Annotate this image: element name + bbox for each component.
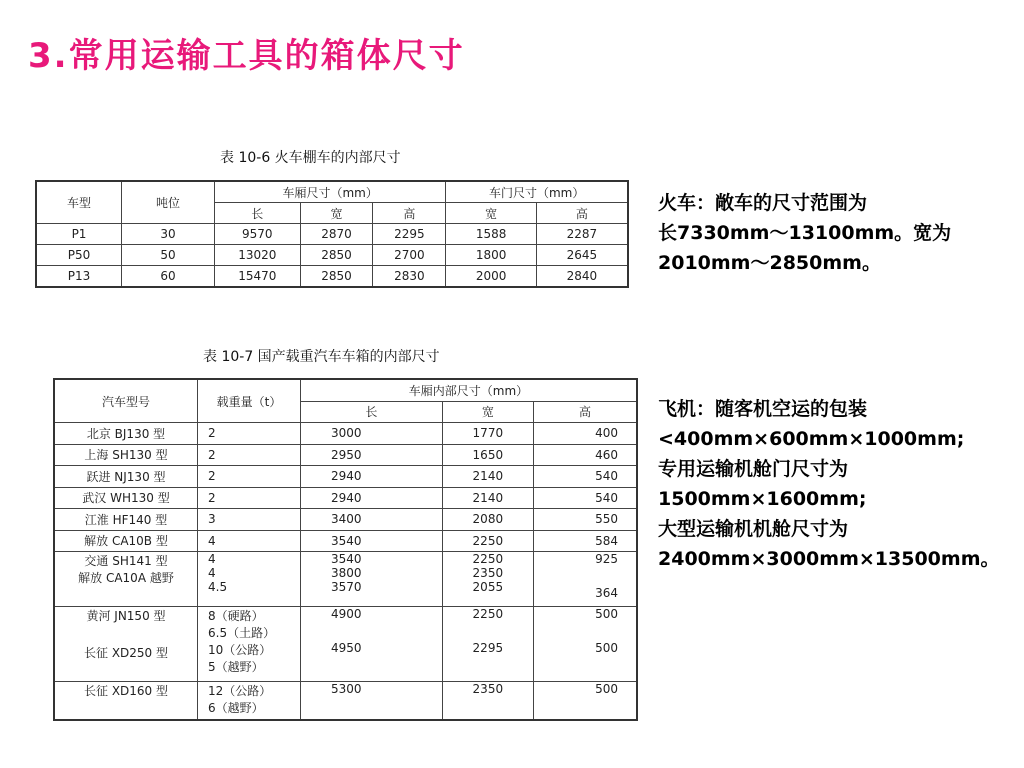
- train-boxcar-table: [35, 180, 629, 288]
- table-cell: 15470: [215, 266, 301, 288]
- table-cell: 北京 BJ130 型: [54, 423, 198, 445]
- truck-cargo-table: [53, 378, 638, 721]
- table-cell: 3: [198, 509, 301, 531]
- col-header-length: 长: [215, 203, 301, 224]
- table-cell: 460: [534, 444, 638, 466]
- table-cell: 2000: [446, 266, 537, 288]
- table-cell: 1770: [442, 423, 533, 445]
- table-cell: 1650: [442, 444, 533, 466]
- table-cell: 2950: [301, 444, 443, 466]
- note-line: 火车：敞车的尺寸范围为: [658, 192, 868, 214]
- table-cell-stack: 2250 2295: [442, 607, 533, 682]
- note-line: 2010mm～2850mm。: [658, 252, 881, 274]
- table-cell: 解放 CA10B 型: [54, 530, 198, 552]
- plane-note: [658, 394, 1000, 574]
- table-cell: 60: [122, 266, 215, 288]
- table2-caption: 表 10-7 国产载重汽车车箱的内部尺寸: [203, 349, 440, 365]
- col-header-width: 宽: [300, 203, 373, 224]
- table-row-group: [54, 682, 637, 721]
- table-cell-stack: 12（公路） 6（越野）: [198, 682, 301, 721]
- table-cell: 1588: [446, 224, 537, 245]
- table-cell: 2830: [373, 266, 446, 288]
- col-header-door-width: 宽: [446, 203, 537, 224]
- col-header-door-height: 高: [536, 203, 628, 224]
- table-cell-stack: 2350: [442, 682, 533, 721]
- table-cell: 584: [534, 530, 638, 552]
- table-cell: 2140: [442, 487, 533, 509]
- table-row: [36, 245, 628, 266]
- table-cell: P1: [36, 224, 122, 245]
- col-header-height: 高: [373, 203, 446, 224]
- col-header-length: 长: [301, 401, 443, 423]
- table-row: [54, 530, 637, 552]
- table-row-group: [54, 607, 637, 682]
- table-cell: 2940: [301, 466, 443, 488]
- table-cell-stack: 3540 3800 3570: [301, 552, 443, 607]
- table-cell-stack: 交通 SH141 型 解放 CA10A 越野: [54, 552, 198, 607]
- table-cell-stack: 8（硬路） 6.5（土路） 10（公路） 5（越野）: [198, 607, 301, 682]
- table-row: [54, 444, 637, 466]
- table-row: [36, 266, 628, 288]
- table-cell: 50: [122, 245, 215, 266]
- table-cell: 30: [122, 224, 215, 245]
- table-cell: 3000: [301, 423, 443, 445]
- table-cell-stack: 4 4 4.5: [198, 552, 301, 607]
- table-cell: 550: [534, 509, 638, 531]
- table-cell-stack: 长征 XD160 型: [54, 682, 198, 721]
- table-cell: 1800: [446, 245, 537, 266]
- table-cell: 2250: [442, 530, 533, 552]
- table-cell: 2295: [373, 224, 446, 245]
- col-header-tonnage: 吨位: [122, 181, 215, 224]
- table-cell: 400: [534, 423, 638, 445]
- table-cell-stack: 5300: [301, 682, 443, 721]
- table-cell: 9570: [215, 224, 301, 245]
- note-line: 大型运输机机舱尺寸为: [658, 518, 849, 540]
- table-row: [54, 423, 637, 445]
- table-cell-stack: 2250 2350 2055: [442, 552, 533, 607]
- table-row-group: [54, 552, 637, 607]
- table-cell: 3540: [301, 530, 443, 552]
- train-note: [658, 188, 951, 278]
- table-cell: 武汉 WH130 型: [54, 487, 198, 509]
- table-cell: 2: [198, 423, 301, 445]
- table-cell-stack: 500 500: [534, 607, 638, 682]
- table-cell-stack: 4900 4950: [301, 607, 443, 682]
- table-row: [36, 224, 628, 245]
- col-header-height: 高: [534, 401, 638, 423]
- table-cell: 4: [198, 530, 301, 552]
- table-cell: 2940: [301, 487, 443, 509]
- col-header-width: 宽: [442, 401, 533, 423]
- table-cell: 2870: [300, 224, 373, 245]
- slide-title: 3.常用运输工具的箱体尺寸: [28, 36, 465, 76]
- table-cell: 2: [198, 444, 301, 466]
- col-header-type: 车型: [36, 181, 122, 224]
- table-cell: 2140: [442, 466, 533, 488]
- table-cell: 2080: [442, 509, 533, 531]
- col-header-cabin: 车厢尺寸（mm）: [215, 181, 446, 203]
- note-line: <400mm×600mm×1000mm;: [658, 428, 965, 450]
- table-cell: P50: [36, 245, 122, 266]
- table-cell: 3400: [301, 509, 443, 531]
- table-cell: 2840: [536, 266, 628, 288]
- table-cell: 2: [198, 487, 301, 509]
- table-cell-stack: 925 364: [534, 552, 638, 607]
- table-row: [54, 487, 637, 509]
- table-cell: 江淮 HF140 型: [54, 509, 198, 531]
- table-cell: 2850: [300, 245, 373, 266]
- note-line: 2400mm×3000mm×13500mm。: [658, 548, 1000, 570]
- col-header-door: 车门尺寸（mm）: [446, 181, 628, 203]
- table-cell: 540: [534, 466, 638, 488]
- table-cell: 13020: [215, 245, 301, 266]
- table-cell: 2: [198, 466, 301, 488]
- note-line: 1500mm×1600mm;: [658, 488, 867, 510]
- table-row: [54, 509, 637, 531]
- note-line: 专用运输机舱门尺寸为: [658, 458, 849, 480]
- col-header-inner-size: 车厢内部尺寸（mm）: [301, 379, 638, 401]
- col-header-load: 载重量（t）: [198, 379, 301, 423]
- note-line: 长7330mm～13100mm。宽为: [658, 222, 952, 244]
- table-cell: 2700: [373, 245, 446, 266]
- note-line: 飞机：随客机空运的包装: [658, 398, 868, 420]
- table-cell-stack: 500: [534, 682, 638, 721]
- table-cell: 2287: [536, 224, 628, 245]
- table1-caption: 表 10-6 火车棚车的内部尺寸: [220, 150, 401, 166]
- table-cell: 上海 SH130 型: [54, 444, 198, 466]
- table-cell: 2645: [536, 245, 628, 266]
- table-cell: P13: [36, 266, 122, 288]
- table-cell-stack: 黄河 JN150 型 长征 XD250 型: [54, 607, 198, 682]
- col-header-model: 汽车型号: [54, 379, 198, 423]
- table-row: [54, 466, 637, 488]
- table-cell: 540: [534, 487, 638, 509]
- table-cell: 2850: [300, 266, 373, 288]
- table-cell: 跃进 NJ130 型: [54, 466, 198, 488]
